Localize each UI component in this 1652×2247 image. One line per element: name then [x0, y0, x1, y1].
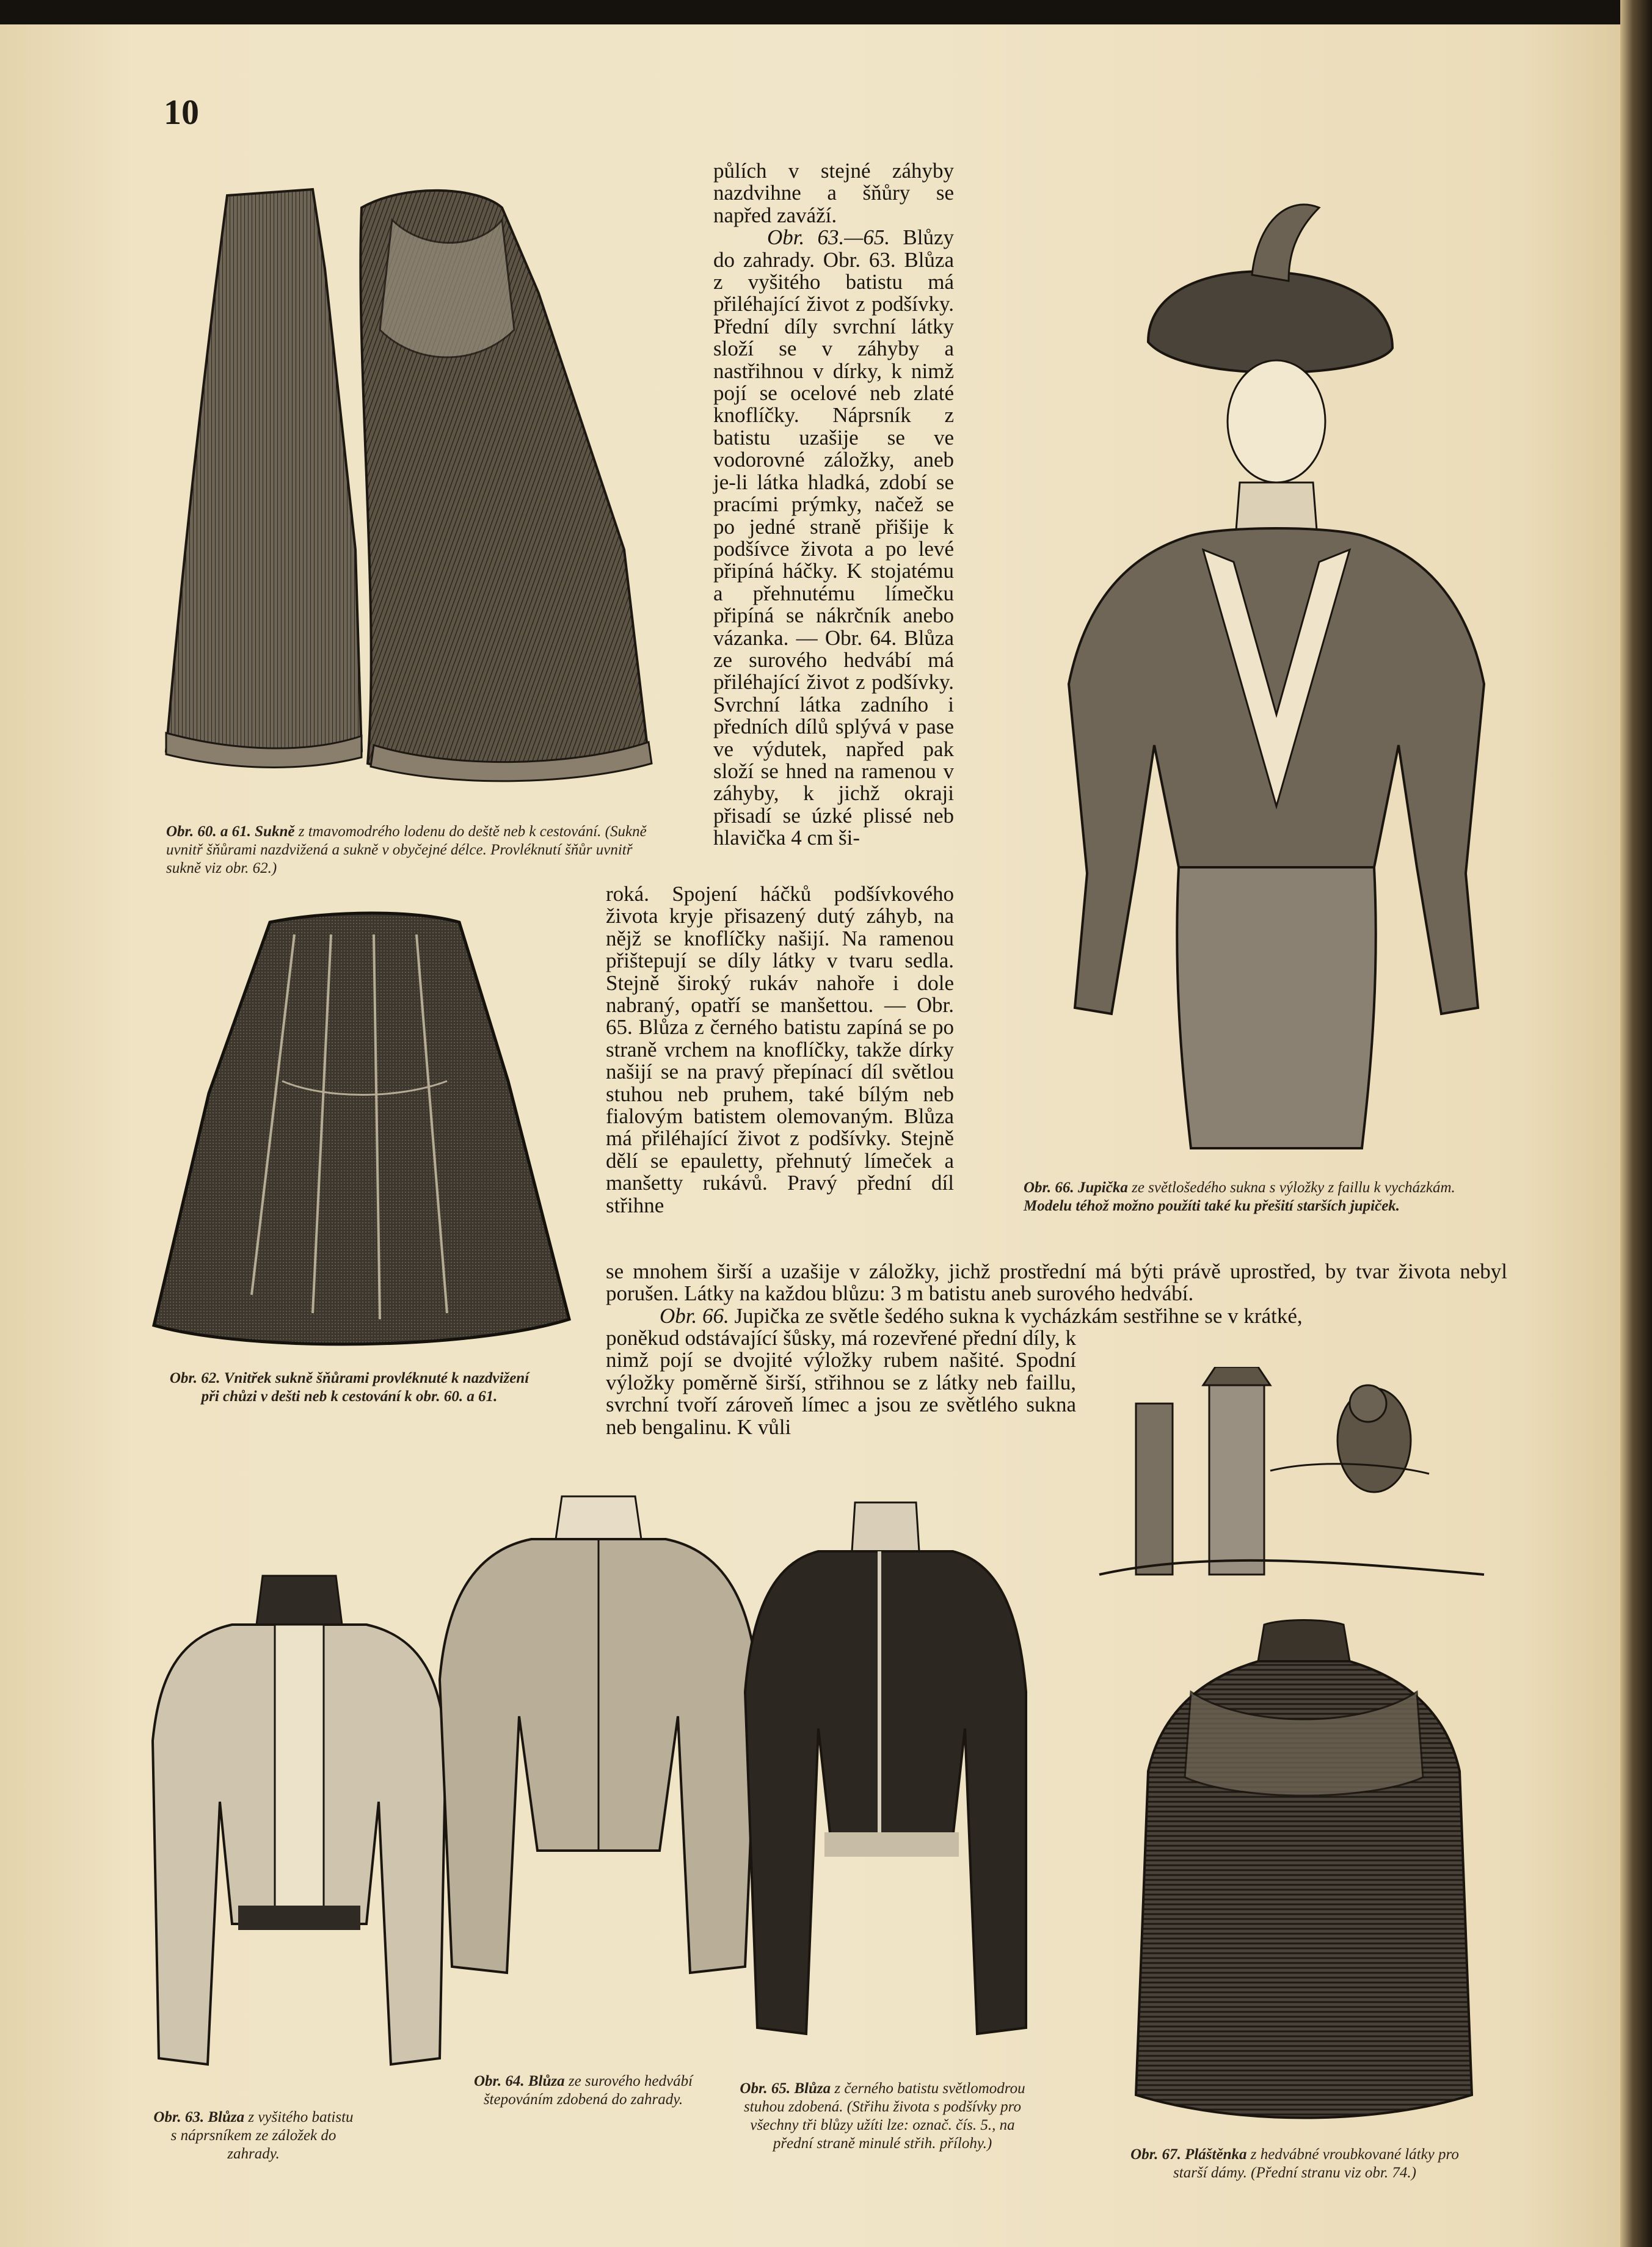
blouse-fig-64: [428, 1484, 770, 2022]
bird-vignette: [1087, 1367, 1496, 1593]
article-column-wide: se mnohem širší a uzašije v záložky, jichž prostřední má býti právě uprostřed, by tvar života nebyl porušen. Látky na každou blůzu: 3 m batistu aneb surového hedvábí. Obr. 66. Jupička ze světle šedého sukna k vycházkám sestřihne se v krátké,: [606, 1259, 1507, 1328]
caption-fig-63: Obr. 63. Blůza z vyšitého batistu s náprsníkem ze záložek do zahrady.: [153, 2109, 354, 2162]
skirts-illustration: [160, 183, 673, 806]
page-number: 10: [164, 92, 199, 132]
caption-fig-66: Obr. 66. Jupička ze světlošedého sukna s výložky z faillu k vycházkám. Modelu téhož možno použíti také ku přešití starších jupiček.: [1024, 1179, 1455, 1214]
scan-top-edge: [0, 0, 1652, 24]
skirt-interior-illustration: [129, 898, 594, 1362]
cape-illustration: [1124, 1619, 1484, 2132]
article-column-mid: roká. Spojení háčků podšívkového života kryje přisazený dutý záhyb, na nějž se knoflíčky našijí. Na ramenou přištepují se díly látky v tvaru sedla. Stejně široký rukáv nahoře i dole nabraný, opatří se manšettou. — Obr. 65. Blůza z černého batistu zapíná se po straně vrchem na knoflíčky, takže dírky našijí se na pravý přepínací díl světlou stuhou neb pruhem, také bílým neb fialovým batistem olemovaným. Blůza má přiléhající život z podšívky. Stejně dělí se epauletty, přehnutý límeček a manšetty rukávů. Pravý přední díl střihne: [606, 882, 954, 1217]
article-column-narrow: půlích v stejné záhyby nazdvihne a šňůry se napřed zaváží. Obr. 63.—65. Blůzy do zahrady. Obr. 63. Blůza z vyšitého batistu má přiléhající život z podšívky. Přední díly svrchní látky složí se v záhyby a nastřihnou v dírky, k nimž pojí se ocelové neb zlaté knoflíčky. Náprsník z batistu uzašije se ve vodorovné záložky, aneb je-li látka hladká, zdobí se pracími prýmky, načež se po jedné straně přišije k podšívce života a po levé připíná háčky. K stojatému a přehnutému límečku připíná se nákrčník anebo vázanka. — Obr. 64. Blůza ze surového hedvábí má přiléhající život z podšívky. Svrchní látka zadního i předních dílů splývá v pase ve výdutek, napřed pak složí se hned na ramenou v záhyby, k jichž okraji přisadí se úzké plissé neb hlavička 4 cm ši-: [713, 159, 954, 850]
article-column-bottom: poněkud odstávající šůsky, má rozevřené přední díly, k nimž pojí se dvojité výložky rubem našité. Spodní výložky poměrně širší, střihnou se z látky neb faillu, svrchní tvoří zároveň límec a jsou ze světlého sukna neb bengalinu. K vůli: [606, 1326, 1076, 1439]
blouse-fig-65: [733, 1496, 1038, 2083]
caption-fig-65: Obr. 65. Blůza z černého batistu světlomodrou stuhou zdobená. (Střihu života s podšívky pro všechny tři blůzy užíti lze: označ. čís. 5., na přední straně minulé střih. přílohy.): [740, 2080, 1025, 2152]
caption-fig-60-61: Obr. 60. a 61. Sukně z tmavomodrého lodenu do deště neb k cestování. (Sukně uvnitř šňůrami nazdvižená a sukně v obyčejné délce. Provléknutí šňůr uvnitř sukně viz obr. 62.): [166, 823, 647, 876]
jacket-illustration: [1032, 195, 1515, 1154]
blouse-fig-63: [140, 1557, 458, 2107]
caption-fig-67: Obr. 67. Pláštěnka z hedvábné vroubkované látky pro starší dámy. (Přední stranu viz obr. 74.): [1130, 2146, 1459, 2181]
caption-fig-62: Obr. 62. Vnitřek sukně šňůrami provléknuté k nazdvižení při chůzi v dešti neb k cestování k obr. 60. a 61.: [169, 1370, 529, 1405]
caption-fig-64: Obr. 64. Blůza ze surového hedvábí štepováním zdobená do zahrady.: [473, 2073, 693, 2108]
scan-binding-edge: [1620, 0, 1652, 2247]
